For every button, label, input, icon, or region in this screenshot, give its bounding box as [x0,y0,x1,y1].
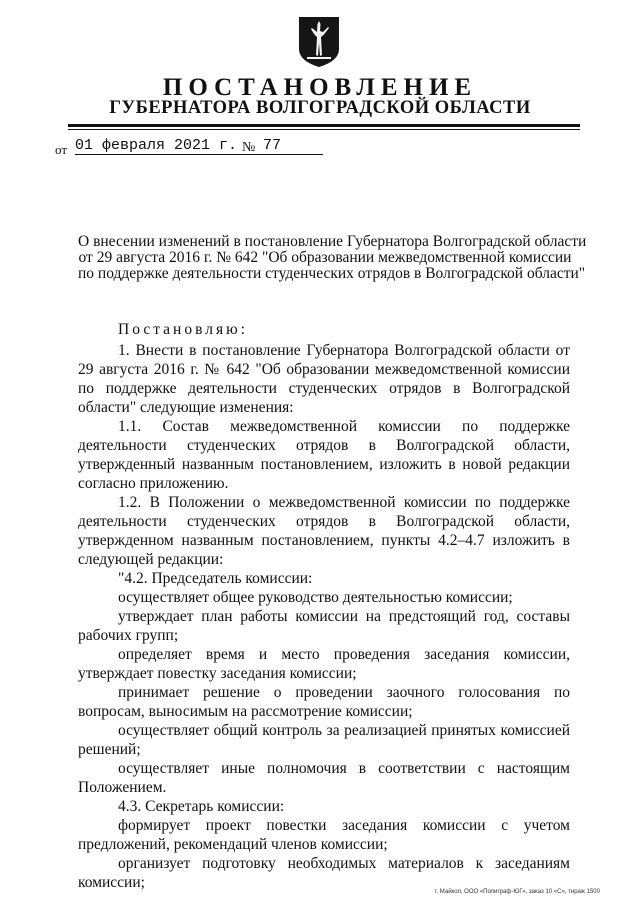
paragraph: осуществляет иные полномочия в соответствии с настоящим Положением. [78,760,570,796]
document-body [78,320,570,892]
paragraph: утверждает план работы комиссии на предстоящий год, составы рабочих групп; [78,608,570,644]
header-rule-thin [68,129,580,130]
document-subject [78,233,587,282]
document-date: 01 февраля 2021 г. [75,137,282,155]
paragraph: 4.3. Секретарь комиссии: [118,798,285,815]
header-rule-thick [68,124,580,127]
printer-imprint: г. Майкоп, ООО «Полиграф-ЮГ», заказ 10 «С», тираж 1500 [435,889,600,895]
paragraph: определяет время и место проведения заседания комиссии, утверждает повестку заседания комиссии; [78,646,570,682]
paragraph: 1. Внести в постановление Губернатора Волгоградской области от 29 августа 2016 г. № 642 "Об образовании межведомственной комиссии по поддержке деятельности студенческих отрядов в Волгоградской области" следующие изменения: [78,342,570,416]
paragraph: осуществляет общий контроль за реализацией принятых комиссией решений; [78,722,570,758]
paragraph: 1.2. В Положении о межведомственной комиссии по поддержке деятельности студенческих отрядов в Волгоградской области, утвержденном названным постановлением, пункты 4.2–4.7 изложить в следующей редакции: [78,494,570,568]
paragraph: принимает решение о проведении заочного голосования по вопросам, выносимым на рассмотрение комиссии; [78,684,570,720]
paragraph: 1.1. Состав межведомственной комиссии по поддержке деятельности студенческих отрядов в Волгоградской области, утвержденный названным постановлением, изложить в новой редакции согласно приложению. [78,418,570,492]
subject-line: от 29 августа 2016 г. № 642 "Об образовании межведомственной комиссии [78,249,572,266]
paragraph: организует подготовку необходимых материалов к заседаниям комиссии; [78,855,570,891]
document-number: 77 [259,137,323,155]
subject-line: О внесении изменений в постановление Губернатора Волгоградской области [78,233,587,250]
date-prefix-label: от [55,142,68,157]
date-number-row [55,137,355,157]
subject-line: по поддержке деятельности студенческих отрядов в Волгоградской области" [78,265,586,282]
document-type-title: ПОСТАНОВЛЕНИЕ [162,74,478,101]
paragraph: формирует проект повестки заседания комиссии с учетом предложений, рекомендаций членов комиссии; [78,817,570,853]
paragraph: "4.2. Председатель комиссии: [118,570,313,587]
postanovlyayu-heading: Постановляю: [118,321,248,338]
number-sign-label: № [242,140,256,155]
issuer-title: ГУБЕРНАТОРА ВОЛГОГРАДСКОЙ ОБЛАСТИ [109,98,531,118]
paragraph: осуществляет общее руководство деятельностью комиссии; [118,589,513,606]
coat-of-arms-emblem [297,15,341,69]
